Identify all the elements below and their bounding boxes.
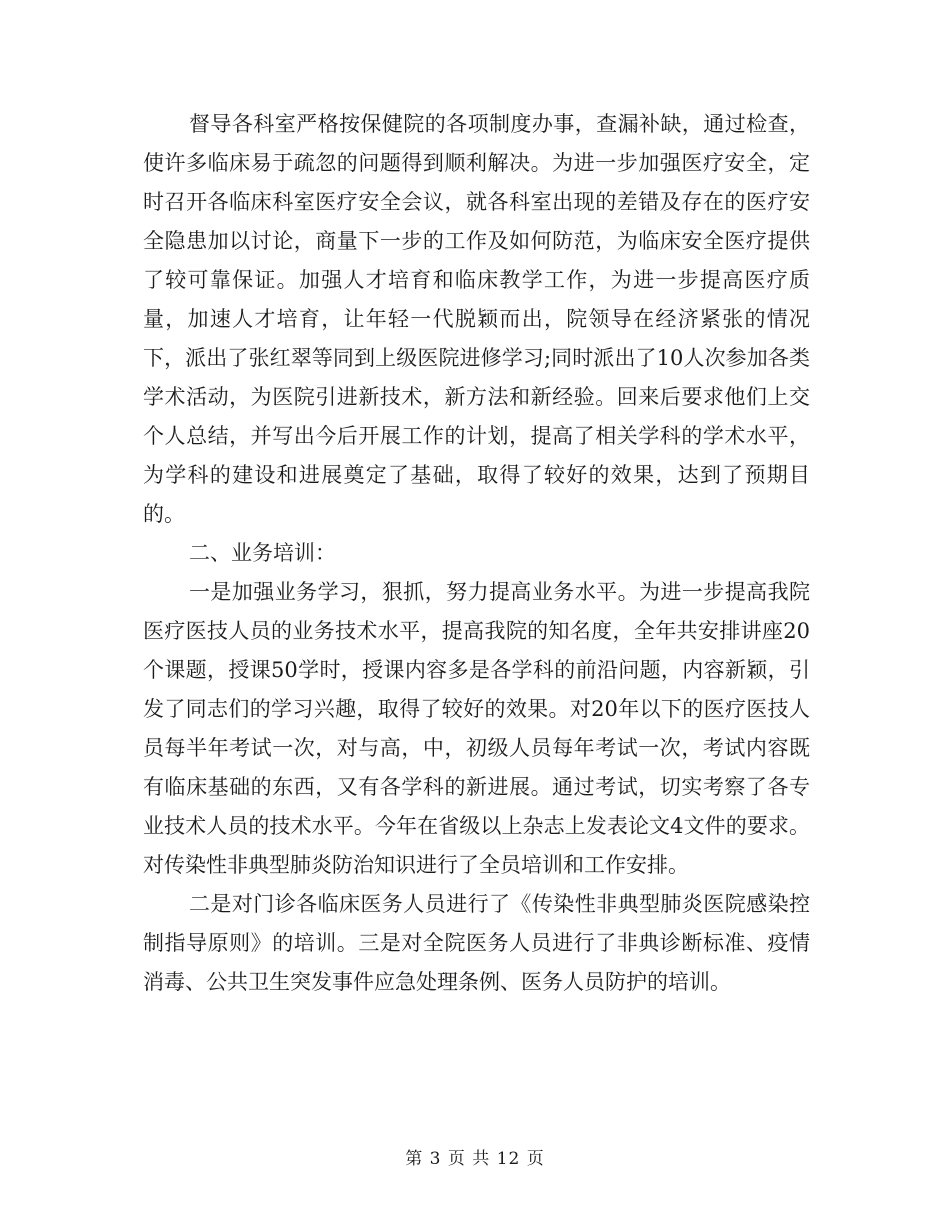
page-number-footer: 第 3 页 共 12 页	[405, 1149, 545, 1169]
section-paragraph: 一是加强业务学习，狠抓，努力提高业务水平。为进一步提高我院医疗医技人员的业务技术水平，提高我院的知名度，全年共安排讲座20个课题，授课50学时，授课内容多是各学科的前沿问题，内容新颖，引发了同志们的学习兴趣，取得了较好的效果。对20年以下的医疗医技人员每半年考试一次，对与高，中，初级人员每年考试一次，考试内容既有临床基础的东西，又有各学科的新进展。通过考试，切实考察了各专业技术人员的技术水平。今年在省级以上杂志上发表论文4文件的要求。对传染性非典型肺炎防治知识进行了全员培训和工作安排。	[143, 580, 810, 877]
document-body	[143, 105, 810, 1002]
body-paragraph: 督导各科室严格按保健院的各项制度办事，查漏补缺，通过检查，使许多临床易于疏忽的问题得到顺利解决。为进一步加强医疗安全，定时召开各临床科室医疗安全会议，就各科室出现的差错及存在的医疗安全隐患加以讨论，商量下一步的工作及如何防范，为临床安全医疗提供了较可靠保证。加强人才培育和临床教学工作，为进一步提高医疗质量，加速人才培育，让年轻一代脱颖而出，院领导在经济紧张的情况下，派出了张红翠等同到上级医院进修学习;同时派出了10人次参加各类学术活动，为医院引进新技术，新方法和新经验。回来后要求他们上交个人总结，并写出今后开展工作的计划，提高了相关学科的学术水平，为学科的建设和进展奠定了基础，取得了较好的效果，达到了预期目的。	[143, 112, 810, 526]
section-paragraph: 二是对门诊各临床医务人员进行了《传染性非典型肺炎医院感染控制指导原则》的培训。三是对全院医务人员进行了非典诊断标准、疫情消毒、公共卫生突发事件应急处理条例、医务人员防护的培训。	[143, 892, 810, 994]
section-heading: 二、业务培训：	[189, 541, 336, 565]
